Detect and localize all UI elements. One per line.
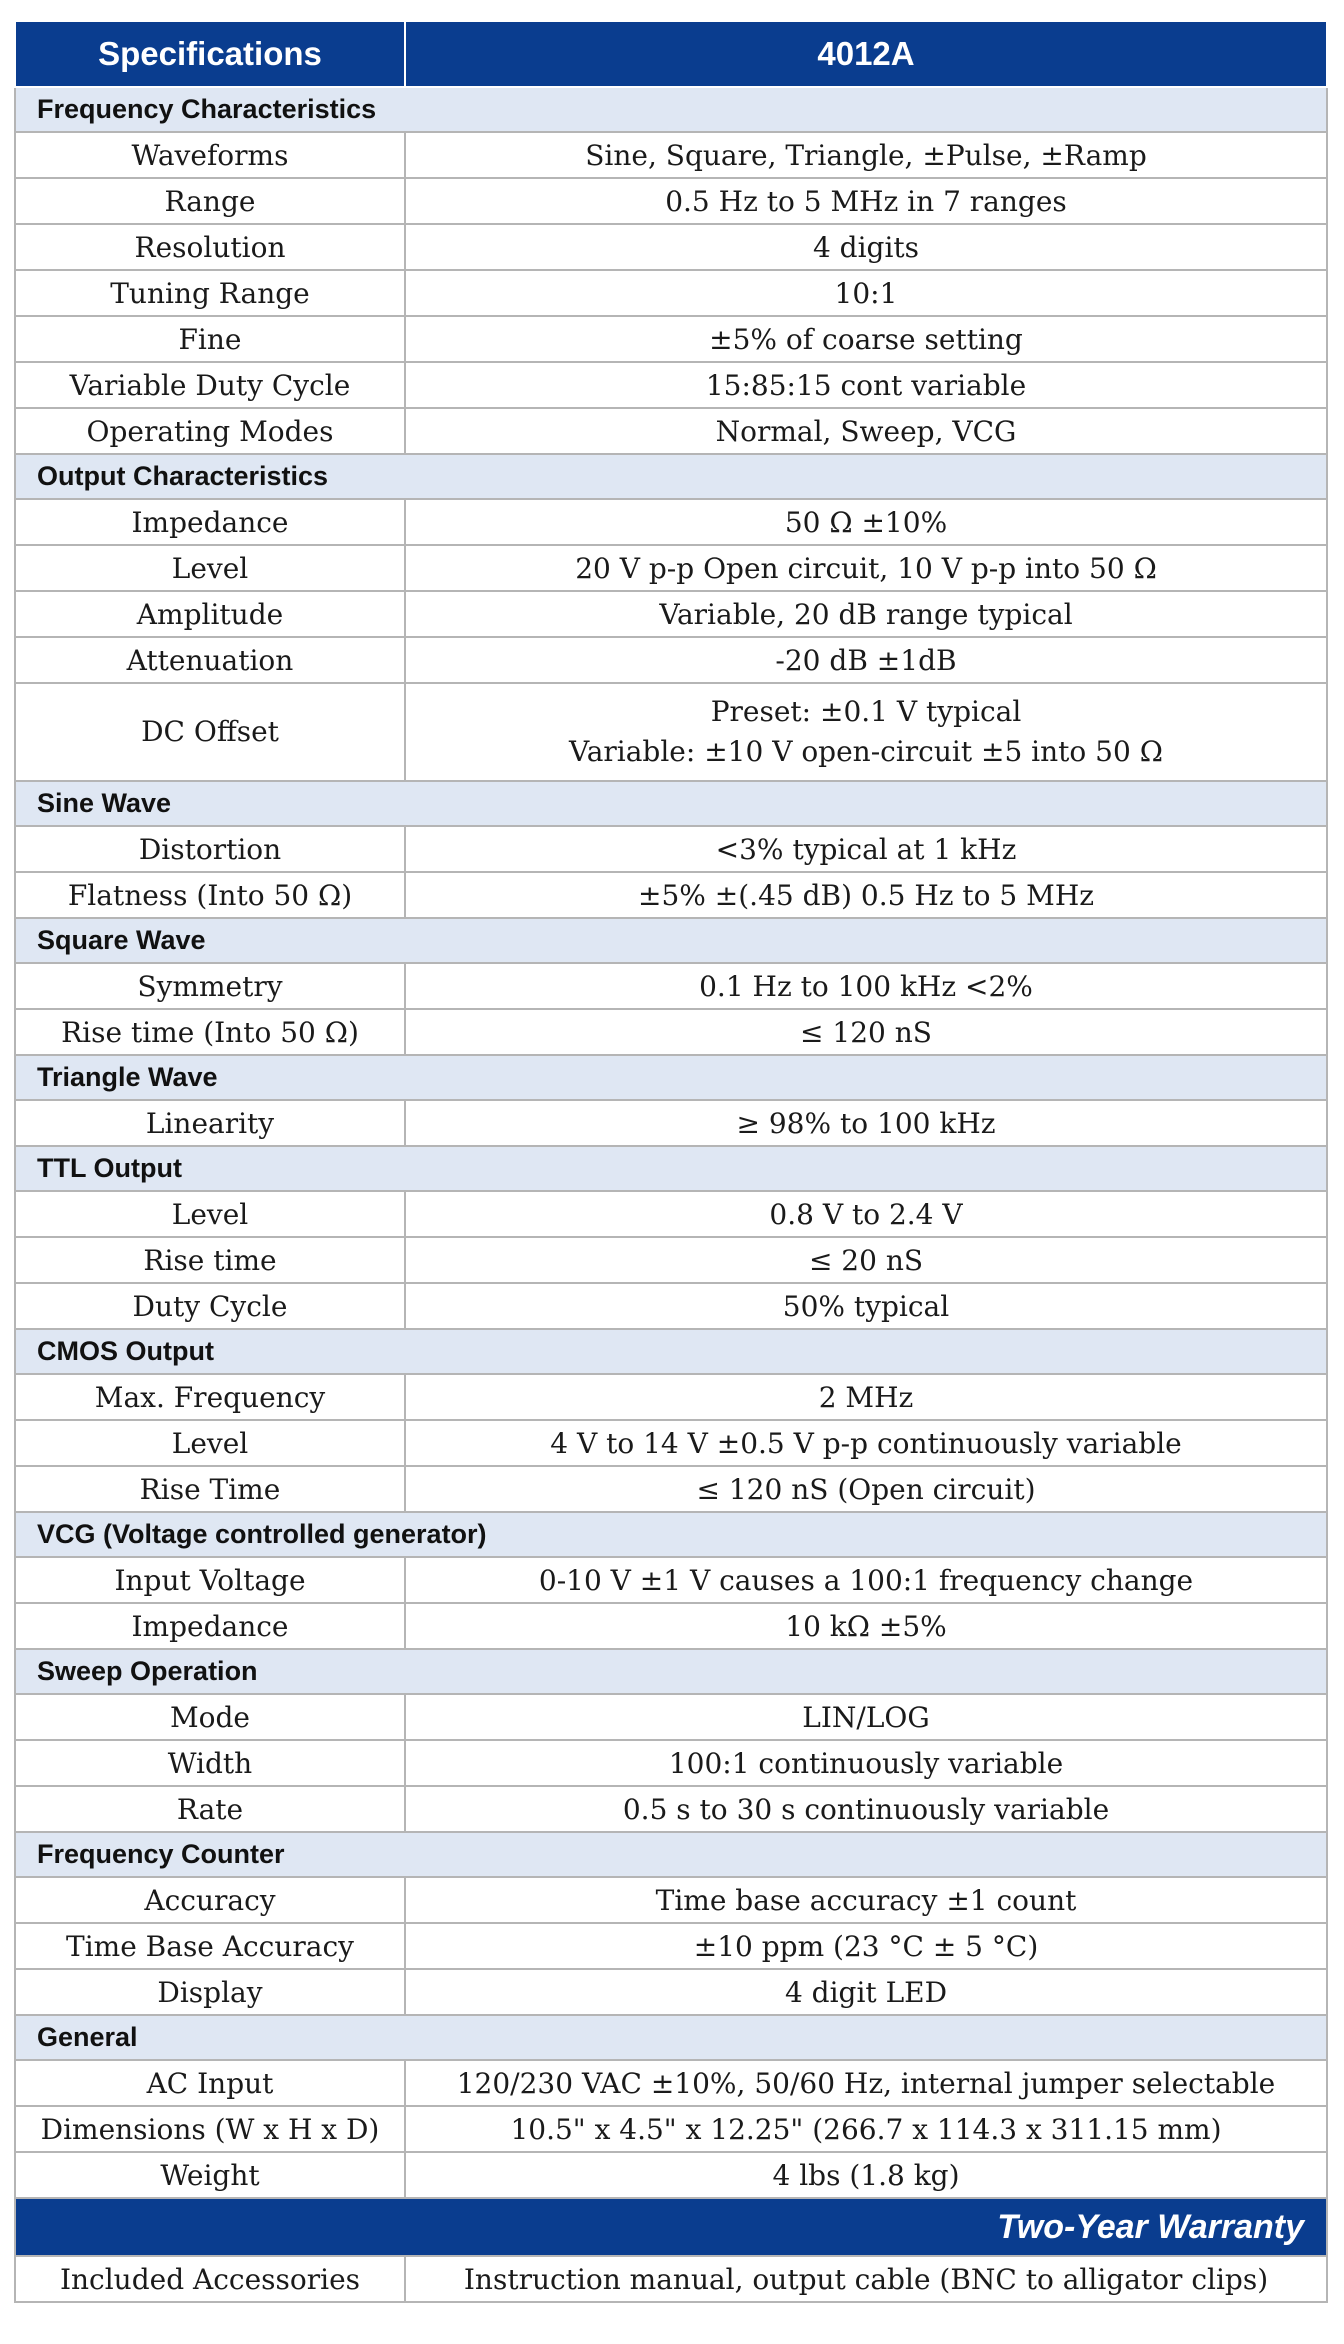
section-output-characteristics: [15, 454, 1327, 499]
spec-value: ≤ 120 nS: [405, 1009, 1327, 1055]
spec-value: 10.5" x 4.5" x 12.25" (266.7 x 114.3 x 311.15 mm): [405, 2106, 1327, 2152]
spec-label: Duty Cycle: [15, 1283, 405, 1329]
spec-label: Fine: [15, 316, 405, 362]
spec-row-waveforms: [15, 132, 1327, 178]
section-title: TTL Output: [15, 1146, 1327, 1191]
spec-row-ttl-rise-time: [15, 1237, 1327, 1283]
section-sine-wave: [15, 781, 1327, 826]
section-vcg: [15, 1512, 1327, 1557]
spec-label: Level: [15, 1420, 405, 1466]
section-cmos-output: [15, 1329, 1327, 1374]
spec-label: Input Voltage: [15, 1557, 405, 1603]
spec-label: Linearity: [15, 1100, 405, 1146]
spec-label: Variable Duty Cycle: [15, 362, 405, 408]
spec-label: Level: [15, 545, 405, 591]
spec-value-line-1: Preset: ±0.1 V typical: [710, 695, 1022, 728]
spec-label: Attenuation: [15, 637, 405, 683]
spec-row-linearity: [15, 1100, 1327, 1146]
section-frequency-counter: [15, 1832, 1327, 1877]
spec-value: -20 dB ±1dB: [405, 637, 1327, 683]
spec-value: 0-10 V ±1 V causes a 100:1 frequency change: [405, 1557, 1327, 1603]
spec-row-input-voltage: [15, 1557, 1327, 1603]
section-general: [15, 2015, 1327, 2060]
spec-value: 15:85:15 cont variable: [405, 362, 1327, 408]
spec-row-resolution: [15, 224, 1327, 270]
spec-label: Range: [15, 178, 405, 224]
section-frequency-characteristics: [15, 87, 1327, 132]
spec-row-flatness: [15, 872, 1327, 918]
spec-row-operating-modes: [15, 408, 1327, 454]
spec-row-range: [15, 178, 1327, 224]
spec-label: Mode: [15, 1694, 405, 1740]
spec-row-max-frequency: [15, 1374, 1327, 1420]
section-title: Triangle Wave: [15, 1055, 1327, 1100]
spec-label: Flatness (Into 50 Ω): [15, 872, 405, 918]
spec-label: Included Accessories: [15, 2256, 405, 2302]
spec-row-cmos-rise-time: [15, 1466, 1327, 1512]
spec-value: [405, 683, 1327, 781]
spec-row-attenuation: [15, 637, 1327, 683]
section-title: CMOS Output: [15, 1329, 1327, 1374]
spec-value: Sine, Square, Triangle, ±Pulse, ±Ramp: [405, 132, 1327, 178]
section-title: Square Wave: [15, 918, 1327, 963]
spec-label: Impedance: [15, 1603, 405, 1649]
spec-label: Symmetry: [15, 963, 405, 1009]
spec-row-rate: [15, 1786, 1327, 1832]
section-title: VCG (Voltage controlled generator): [15, 1512, 1327, 1557]
spec-row-display: [15, 1969, 1327, 2015]
spec-label: Dimensions (W x H x D): [15, 2106, 405, 2152]
spec-value: 120/230 VAC ±10%, 50/60 Hz, internal jumper selectable: [405, 2060, 1327, 2106]
spec-label: Operating Modes: [15, 408, 405, 454]
spec-label: Rate: [15, 1786, 405, 1832]
spec-value: 4 digit LED: [405, 1969, 1327, 2015]
spec-label: AC Input: [15, 2060, 405, 2106]
spec-label: Tuning Range: [15, 270, 405, 316]
section-title: Output Characteristics: [15, 454, 1327, 499]
spec-row-distortion: [15, 826, 1327, 872]
header-model: 4012A: [405, 21, 1327, 87]
spec-row-width: [15, 1740, 1327, 1786]
spec-label: Width: [15, 1740, 405, 1786]
spec-table: [14, 20, 1328, 2303]
spec-value: 10:1: [405, 270, 1327, 316]
spec-label: Impedance: [15, 499, 405, 545]
spec-row-time-base-accuracy: [15, 1923, 1327, 1969]
section-title: Sweep Operation: [15, 1649, 1327, 1694]
spec-value: ±10 ppm (23 °C ± 5 °C): [405, 1923, 1327, 1969]
spec-row-dimensions: [15, 2106, 1327, 2152]
spec-value: ≤ 120 nS (Open circuit): [405, 1466, 1327, 1512]
spec-sheet: [14, 20, 1326, 2303]
warranty-banner: [15, 2198, 1327, 2256]
spec-value: 0.8 V to 2.4 V: [405, 1191, 1327, 1237]
spec-row-weight: [15, 2152, 1327, 2198]
warranty-text: Two-Year Warranty: [15, 2198, 1327, 2256]
spec-value: 0.5 Hz to 5 MHz in 7 ranges: [405, 178, 1327, 224]
section-title: Frequency Counter: [15, 1832, 1327, 1877]
spec-value: Time base accuracy ±1 count: [405, 1877, 1327, 1923]
spec-label: Distortion: [15, 826, 405, 872]
section-title: General: [15, 2015, 1327, 2060]
section-sweep-operation: [15, 1649, 1327, 1694]
spec-row-rise-time: [15, 1009, 1327, 1055]
spec-label: Rise time (Into 50 Ω): [15, 1009, 405, 1055]
spec-label: Rise Time: [15, 1466, 405, 1512]
spec-row-ttl-level: [15, 1191, 1327, 1237]
spec-row-vcg-impedance: [15, 1603, 1327, 1649]
spec-label: Accuracy: [15, 1877, 405, 1923]
spec-label: Weight: [15, 2152, 405, 2198]
spec-row-accuracy: [15, 1877, 1327, 1923]
spec-label: Waveforms: [15, 132, 405, 178]
section-title: Sine Wave: [15, 781, 1327, 826]
spec-label: DC Offset: [15, 683, 405, 781]
spec-value: 4 digits: [405, 224, 1327, 270]
spec-value: 100:1 continuously variable: [405, 1740, 1327, 1786]
spec-row-included-accessories: [15, 2256, 1327, 2302]
spec-row-amplitude: [15, 591, 1327, 637]
spec-value: 0.5 s to 30 s continuously variable: [405, 1786, 1327, 1832]
spec-row-dc-offset: [15, 683, 1327, 781]
spec-value: Variable, 20 dB range typical: [405, 591, 1327, 637]
spec-value: 4 V to 14 V ±0.5 V p-p continuously variable: [405, 1420, 1327, 1466]
spec-row-impedance: [15, 499, 1327, 545]
spec-row-tuning-range: [15, 270, 1327, 316]
spec-row-fine: [15, 316, 1327, 362]
spec-row-ac-input: [15, 2060, 1327, 2106]
spec-label: Level: [15, 1191, 405, 1237]
spec-value: LIN/LOG: [405, 1694, 1327, 1740]
spec-value: Instruction manual, output cable (BNC to alligator clips): [405, 2256, 1327, 2302]
spec-value-line-2: Variable: ±10 V open-circuit ±5 into 50 Ω: [569, 735, 1163, 768]
spec-row-mode: [15, 1694, 1327, 1740]
spec-label: Display: [15, 1969, 405, 2015]
section-ttl-output: [15, 1146, 1327, 1191]
spec-label: Rise time: [15, 1237, 405, 1283]
spec-value: 10 kΩ ±5%: [405, 1603, 1327, 1649]
spec-label: Max. Frequency: [15, 1374, 405, 1420]
section-square-wave: [15, 918, 1327, 963]
header-specifications: Specifications: [15, 21, 405, 87]
spec-label: Time Base Accuracy: [15, 1923, 405, 1969]
spec-value: 50% typical: [405, 1283, 1327, 1329]
spec-row-variable-duty-cycle: [15, 362, 1327, 408]
section-triangle-wave: [15, 1055, 1327, 1100]
section-title: Frequency Characteristics: [15, 87, 1327, 132]
spec-value: ≥ 98% to 100 kHz: [405, 1100, 1327, 1146]
spec-value: ±5% ±(.45 dB) 0.5 Hz to 5 MHz: [405, 872, 1327, 918]
spec-value: Normal, Sweep, VCG: [405, 408, 1327, 454]
spec-label: Resolution: [15, 224, 405, 270]
spec-value: 0.1 Hz to 100 kHz <2%: [405, 963, 1327, 1009]
spec-value: ±5% of coarse setting: [405, 316, 1327, 362]
spec-value: <3% typical at 1 kHz: [405, 826, 1327, 872]
spec-value: 20 V p-p Open circuit, 10 V p-p into 50 Ω: [405, 545, 1327, 591]
spec-row-level: [15, 545, 1327, 591]
spec-value: ≤ 20 nS: [405, 1237, 1327, 1283]
spec-value: 50 Ω ±10%: [405, 499, 1327, 545]
spec-value: 4 lbs (1.8 kg): [405, 2152, 1327, 2198]
spec-row-symmetry: [15, 963, 1327, 1009]
spec-label: Amplitude: [15, 591, 405, 637]
spec-value: 2 MHz: [405, 1374, 1327, 1420]
spec-row-ttl-duty-cycle: [15, 1283, 1327, 1329]
table-header-row: [15, 21, 1327, 87]
spec-row-cmos-level: [15, 1420, 1327, 1466]
